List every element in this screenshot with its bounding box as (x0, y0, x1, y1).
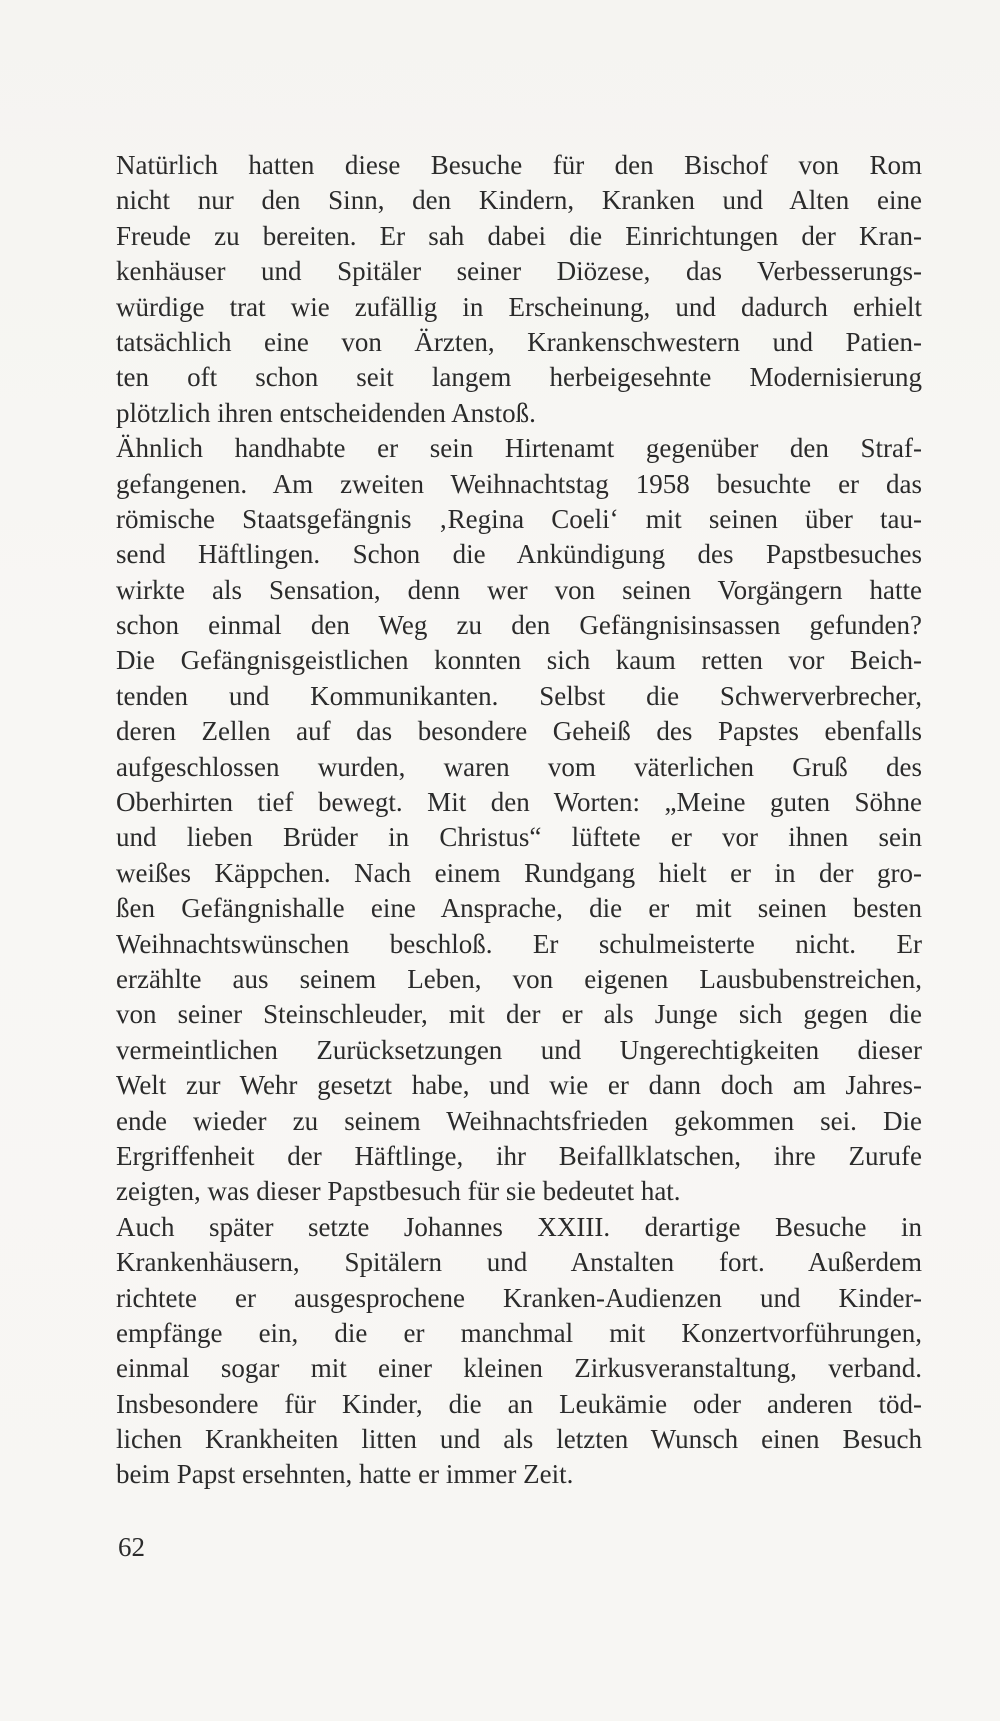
text-line: lichen Krankheiten litten und als letzten Wunsch einen Besuch (116, 1424, 922, 1455)
text-line: würdige trat wie zufällig in Erscheinung, und dadurch erhielt (116, 291, 922, 322)
text-line: tatsächlich eine von Ärzten, Krankenschwestern und Patien- (116, 326, 922, 357)
text-line: ten oft schon seit langem herbeigesehnte Modernisierung (116, 362, 922, 393)
text-line: Insbesondere für Kinder, die an Leukämie oder anderen töd- (116, 1388, 922, 1419)
text-line: schon einmal den Weg zu den Gefängnisinsassen gefunden? (116, 610, 922, 641)
text-line: kenhäuser und Spitäler seiner Diözese, das Verbesserungs- (116, 256, 922, 287)
text-line: ßen Gefängnishalle eine Ansprache, die er mit seinen besten (116, 893, 922, 924)
text-line: Ergriffenheit der Häftlinge, ihr Beifallklatschen, ihre Zurufe (116, 1140, 922, 1171)
page-number: 62 (118, 1532, 145, 1562)
text-line: ende wieder zu seinem Weihnachtsfrieden gekommen sei. Die (116, 1105, 922, 1136)
text-line: Die Gefängnisgeistlichen konnten sich kaum retten vor Beich- (116, 645, 922, 676)
text-line: vermeintlichen Zurücksetzungen und Ungerechtigkeiten dieser (116, 1034, 922, 1065)
text-line: empfänge ein, die er manchmal mit Konzertvorführungen, (116, 1317, 922, 1348)
text-line: einmal sogar mit einer kleinen Zirkusveranstaltung, verband. (116, 1353, 922, 1384)
text-line: Natürlich hatten diese Besuche für den Bischof von Rom (116, 150, 922, 180)
text-line: Oberhirten tief bewegt. Mit den Worten: „Meine guten Söhne (116, 787, 922, 818)
text-line: wirkte als Sensation, denn wer von seinen Vorgängern hatte (116, 574, 922, 605)
text-line: Welt zur Wehr gesetzt habe, und wie er dann doch am Jahres- (116, 1070, 922, 1101)
text-line: Ähnlich handhabte er sein Hirtenamt gegenüber den Straf- (116, 433, 922, 464)
text-line: zeigten, was dieser Papstbesuch für sie bedeutet hat. (116, 1176, 681, 1207)
text-line: beim Papst ersehnten, hatte er immer Zeit. (116, 1459, 574, 1490)
text-line: nicht nur den Sinn, den Kindern, Kranken und Alten eine (116, 185, 922, 216)
text-line: Weihnachtswünschen beschloß. Er schulmeisterte nicht. Er (116, 928, 922, 959)
text-line: deren Zellen auf das besondere Geheiß des Papstes ebenfalls (116, 716, 922, 747)
text-line: richtete er ausgesprochene Kranken-Audienzen und Kinder- (116, 1282, 922, 1313)
body-text (116, 148, 922, 1493)
text-line: von seiner Steinschleuder, mit der er als Junge sich gegen die (116, 999, 922, 1030)
text-line: Auch später setzte Johannes XXIII. derartige Besuche in (116, 1211, 922, 1242)
text-line: Krankenhäusern, Spitälern und Anstalten fort. Außerdem (116, 1247, 922, 1278)
text-line: und lieben Brüder in Christus“ lüftete er vor ihnen sein (116, 822, 922, 853)
text-line: gefangenen. Am zweiten Weihnachtstag 1958 besuchte er das (116, 468, 922, 499)
text-line: tenden und Kommunikanten. Selbst die Schwerverbrecher, (116, 680, 922, 711)
text-line: weißes Käppchen. Nach einem Rundgang hielt er in der gro- (116, 857, 922, 888)
text-line: Freude zu bereiten. Er sah dabei die Einrichtungen der Kran- (116, 220, 922, 251)
text-line: römische Staatsgefängnis ‚Regina Coeli‘ mit seinen über tau- (116, 503, 922, 534)
text-line: erzählte aus seinem Leben, von eigenen Lausbubenstreichen, (116, 963, 922, 994)
text-line: aufgeschlossen wurden, waren vom väterlichen Gruß des (116, 751, 922, 782)
text-line: plötzlich ihren entscheidenden Anstoß. (116, 397, 536, 428)
text-line: send Häftlingen. Schon die Ankündigung des Papstbesuches (116, 539, 922, 570)
